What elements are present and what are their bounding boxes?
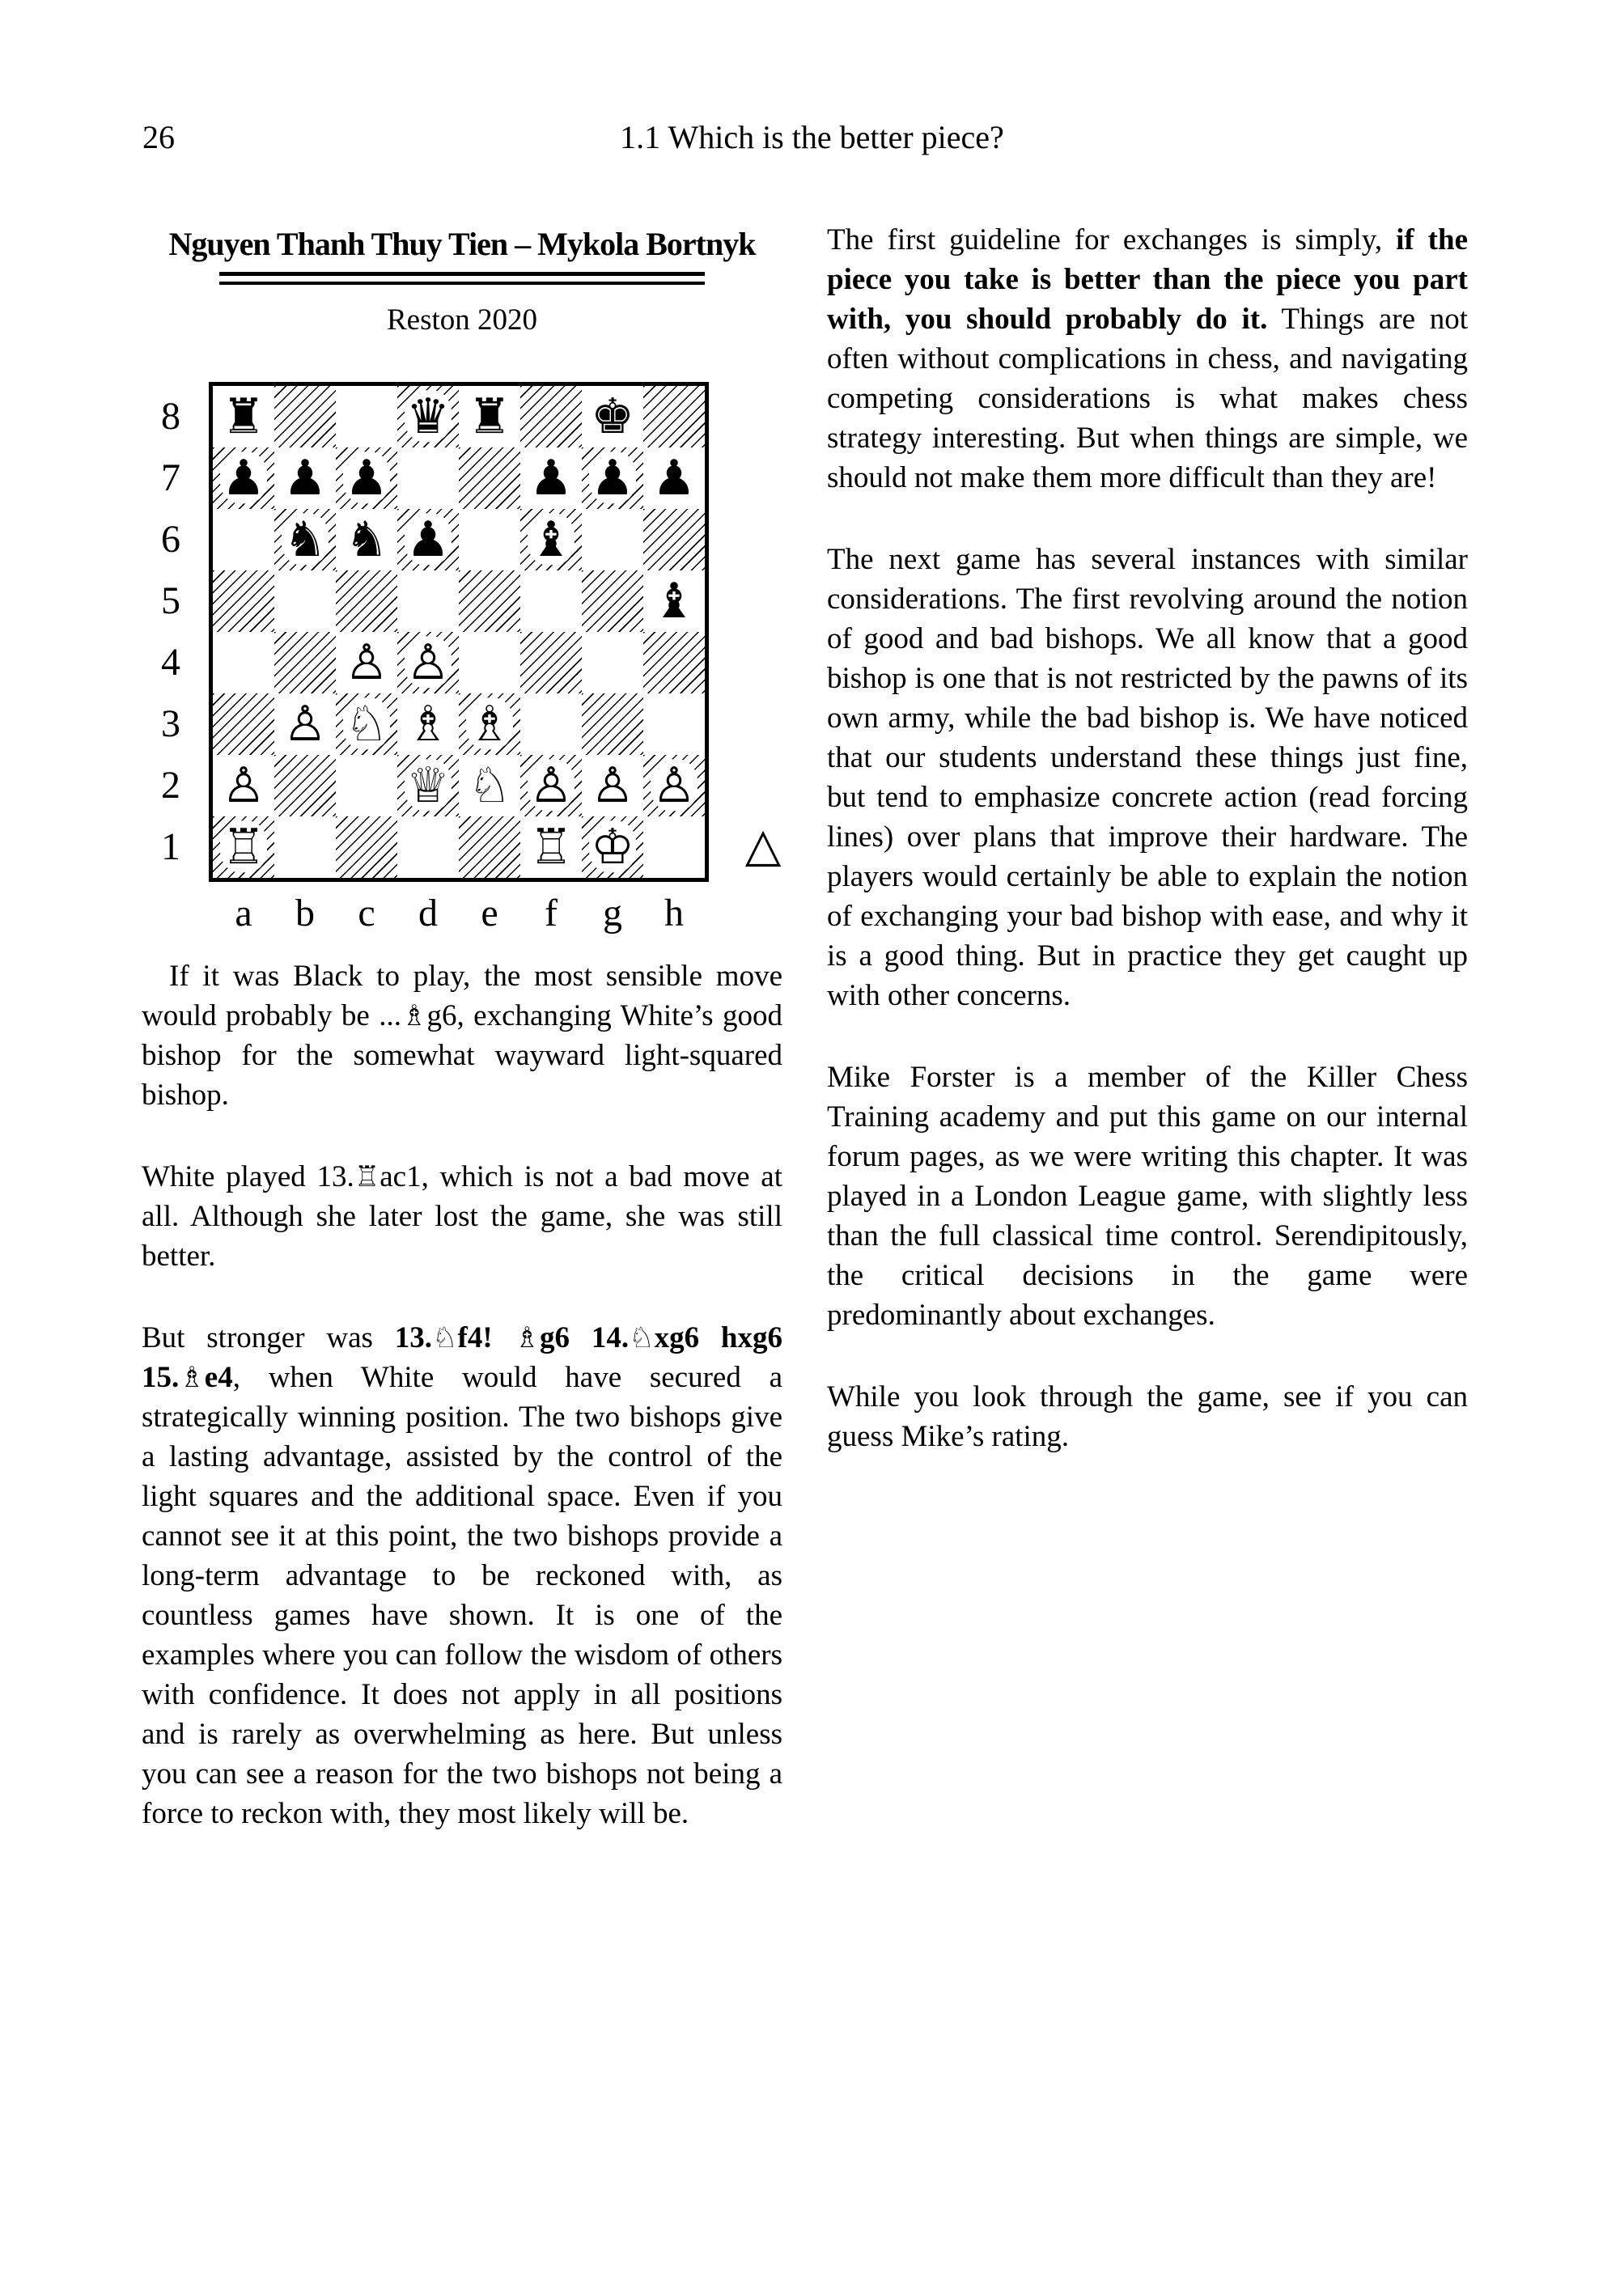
square-f7 xyxy=(520,447,582,509)
game-header xyxy=(142,223,782,340)
square-d3 xyxy=(397,693,459,755)
rank-label-6: 6 xyxy=(161,518,180,561)
text-run: Things are not often without complications in chess, and navigating competing considerations is what makes chess strategy interesting. But when things are simple, we should not make them more difficult than they are! xyxy=(827,303,1468,494)
left-paragraph-1 xyxy=(142,956,782,1115)
square-d1 xyxy=(397,816,459,878)
rook-figurine-icon: ♖ xyxy=(354,1160,380,1193)
black-pawn-a7: ♟ xyxy=(222,450,265,506)
square-d4 xyxy=(397,632,459,693)
white-pawn-h2: ♙ xyxy=(652,757,696,814)
text-run: ac1, which is not a bad move at all. Although she later lost the game, she was still better. xyxy=(142,1160,782,1273)
knight-figurine-icon: ♘ xyxy=(629,1321,655,1354)
text-run: Mike Forster is a member of the Killer Chess Training academy and put this game on our internal forum pages, as we were writing this chapter. It was played in a London League game, with slightly less than the full classical time control. Serendipitously, the critical decisions in the game were predominantly about exchanges. xyxy=(827,1061,1468,1332)
text-run: f4! xyxy=(457,1321,515,1354)
square-a3 xyxy=(213,693,274,755)
file-label-d: d xyxy=(418,892,438,935)
square-g4 xyxy=(582,632,643,693)
square-b1 xyxy=(274,816,336,878)
square-e4 xyxy=(459,632,520,693)
black-pawn-b7: ♟ xyxy=(283,450,327,506)
square-b3 xyxy=(274,693,336,755)
bishop-figurine-icon: ♗ xyxy=(179,1361,205,1394)
black-rook-e8: ♜ xyxy=(468,388,511,445)
square-a8 xyxy=(213,386,274,447)
black-bishop-h5: ♝ xyxy=(652,573,696,629)
game-title: Nguyen Thanh Thuy Tien – Mykola Bortnyk xyxy=(168,226,756,262)
right-paragraph-3 xyxy=(827,1057,1468,1335)
bishop-figurine-icon: ♗ xyxy=(514,1321,540,1354)
black-pawn-g7: ♟ xyxy=(591,450,634,506)
file-label-b: b xyxy=(295,892,315,935)
black-king-g8: ♚ xyxy=(591,388,634,445)
square-d5 xyxy=(397,570,459,632)
game-venue: Reston 2020 xyxy=(386,303,538,337)
square-f1 xyxy=(520,816,582,878)
text-run: e4 xyxy=(204,1361,233,1394)
square-a7 xyxy=(213,447,274,509)
black-pawn-f7: ♟ xyxy=(529,450,573,506)
white-king-g1: ♔ xyxy=(591,819,634,875)
square-c7 xyxy=(336,447,397,509)
text-run: if the piece you take is better than the piece you part with, you should probably do it. xyxy=(827,223,1468,336)
square-e3 xyxy=(459,693,520,755)
white-rook-a1: ♖ xyxy=(222,819,265,875)
text-run: g6, exchanging White’s good bishop for the somewhat wayward light-squared bishop. xyxy=(142,999,782,1112)
square-e8 xyxy=(459,386,520,447)
square-b2 xyxy=(274,755,336,816)
text-run: g6 14. xyxy=(540,1321,630,1354)
rank-label-4: 4 xyxy=(161,641,180,684)
square-c8 xyxy=(336,386,397,447)
text-run: White played 13. xyxy=(142,1160,354,1193)
square-h4 xyxy=(643,632,705,693)
square-c2 xyxy=(336,755,397,816)
file-labels xyxy=(213,892,705,935)
black-queen-d8: ♛ xyxy=(406,388,450,445)
white-pawn-a2: ♙ xyxy=(222,757,265,814)
square-e5 xyxy=(459,570,520,632)
right-paragraph-2 xyxy=(827,540,1468,1015)
rank-label-2: 2 xyxy=(161,764,180,807)
square-h1 xyxy=(643,816,705,878)
white-knight-c3: ♘ xyxy=(345,696,388,752)
chess-board xyxy=(209,382,709,882)
rank-label-7: 7 xyxy=(161,456,180,499)
white-to-move-triangle-icon: △ xyxy=(744,817,782,872)
black-rook-a8: ♜ xyxy=(222,388,265,445)
square-a4 xyxy=(213,632,274,693)
page-number: 26 xyxy=(142,119,175,155)
square-g7 xyxy=(582,447,643,509)
square-a1 xyxy=(213,816,274,878)
square-h3 xyxy=(643,693,705,755)
square-c6 xyxy=(336,509,397,570)
rank-label-5: 5 xyxy=(161,579,180,622)
square-f2 xyxy=(520,755,582,816)
square-g8 xyxy=(582,386,643,447)
white-knight-e2: ♘ xyxy=(468,757,511,814)
file-label-e: e xyxy=(481,892,498,935)
white-pawn-b3: ♙ xyxy=(283,696,327,752)
square-d2 xyxy=(397,755,459,816)
square-b7 xyxy=(274,447,336,509)
square-a5 xyxy=(213,570,274,632)
rank-label-3: 3 xyxy=(161,702,180,745)
white-bishop-e3: ♗ xyxy=(468,696,511,752)
square-d7 xyxy=(397,447,459,509)
square-h7 xyxy=(643,447,705,509)
rank-label-8: 8 xyxy=(161,395,180,438)
text-run: While you look through the game, see if you can guess Mike’s rating. xyxy=(827,1380,1468,1453)
black-pawn-h7: ♟ xyxy=(652,450,696,506)
square-h8 xyxy=(643,386,705,447)
square-g2 xyxy=(582,755,643,816)
text-run: 13. xyxy=(394,1321,432,1354)
black-bishop-f6: ♝ xyxy=(529,511,573,568)
square-g5 xyxy=(582,570,643,632)
white-pawn-g2: ♙ xyxy=(591,757,634,814)
file-label-h: h xyxy=(664,892,684,935)
bishop-figurine-icon: ♗ xyxy=(401,999,427,1032)
square-e7 xyxy=(459,447,520,509)
white-queen-d2: ♕ xyxy=(406,757,450,814)
running-head-title: 1.1 Which is the better piece? xyxy=(620,119,1004,155)
text-run: But stronger was xyxy=(142,1321,395,1354)
left-paragraph-3 xyxy=(142,1318,782,1833)
black-pawn-d6: ♟ xyxy=(406,511,450,568)
square-e2 xyxy=(459,755,520,816)
square-c3 xyxy=(336,693,397,755)
square-b5 xyxy=(274,570,336,632)
file-label-f: f xyxy=(545,892,558,935)
chess-diagram xyxy=(142,382,782,939)
square-e1 xyxy=(459,816,520,878)
rank-labels xyxy=(145,386,197,878)
title-double-rule xyxy=(219,272,705,285)
black-knight-b6: ♞ xyxy=(283,511,327,568)
white-pawn-f2: ♙ xyxy=(529,757,573,814)
right-column xyxy=(827,220,1468,1456)
square-c1 xyxy=(336,816,397,878)
text-run: The first guideline for exchanges is simply, xyxy=(827,223,1397,256)
black-pawn-c7: ♟ xyxy=(345,450,388,506)
square-g3 xyxy=(582,693,643,755)
right-paragraph-1 xyxy=(827,220,1468,498)
knight-figurine-icon: ♘ xyxy=(431,1321,458,1354)
right-paragraph-4 xyxy=(827,1377,1468,1456)
square-f4 xyxy=(520,632,582,693)
white-pawn-d4: ♙ xyxy=(406,634,450,691)
square-h5 xyxy=(643,570,705,632)
white-rook-f1: ♖ xyxy=(529,819,573,875)
white-pawn-c4: ♙ xyxy=(345,634,388,691)
left-paragraph-2 xyxy=(142,1157,782,1276)
square-f8 xyxy=(520,386,582,447)
file-label-a: a xyxy=(235,892,252,935)
square-c4 xyxy=(336,632,397,693)
left-column-text xyxy=(142,956,782,1833)
square-g6 xyxy=(582,509,643,570)
square-b6 xyxy=(274,509,336,570)
square-f3 xyxy=(520,693,582,755)
square-f5 xyxy=(520,570,582,632)
square-c5 xyxy=(336,570,397,632)
text-run: xg6 hxg6 15. xyxy=(142,1321,782,1394)
square-e6 xyxy=(459,509,520,570)
text-run: If it was Black to play, the most sensible move would probably be ... xyxy=(142,960,782,1032)
square-g1 xyxy=(582,816,643,878)
black-knight-c6: ♞ xyxy=(345,511,388,568)
rank-label-1: 1 xyxy=(161,825,180,868)
text-run: The next game has several instances with similar considerations. The first revolving around the notion of good and bad bishops. We all know that a good bishop is one that is not restricted by the pawns of its own army, while the bad bishop is. We have noticed that our students understand these things just fine, but tend to emphasize concrete action (read forcing lines) over plans that improve their hardware. The players would certainly be able to explain the notion of exchanging your bad bishop with ease, and why it is a good thing. But in practice they get caught up with other concerns. xyxy=(827,543,1468,1012)
square-d8 xyxy=(397,386,459,447)
square-a6 xyxy=(213,509,274,570)
square-b8 xyxy=(274,386,336,447)
square-h6 xyxy=(643,509,705,570)
left-column xyxy=(142,220,782,1833)
square-f6 xyxy=(520,509,582,570)
square-a2 xyxy=(213,755,274,816)
text-run: , when White would have secured a strategically winning position. The two bishops give a lasting advantage, assisted by the control of the light squares and the additional space. Even if you cannot see it at this point, the two bishops provide a long-term advantage to be reckoned with, as countless games have shown. It is one of the examples where you can follow the wisdom of others with confidence. It does not apply in all positions and is rarely as overwhelming as here. But unless you can see a reason for the two bishops not being a force to reckon with, they most likely will be. xyxy=(142,1361,782,1830)
right-column-text xyxy=(827,220,1468,1456)
white-bishop-d3: ♗ xyxy=(406,696,450,752)
square-b4 xyxy=(274,632,336,693)
file-label-c: c xyxy=(358,892,375,935)
square-d6 xyxy=(397,509,459,570)
file-label-g: g xyxy=(603,892,622,935)
square-h2 xyxy=(643,755,705,816)
